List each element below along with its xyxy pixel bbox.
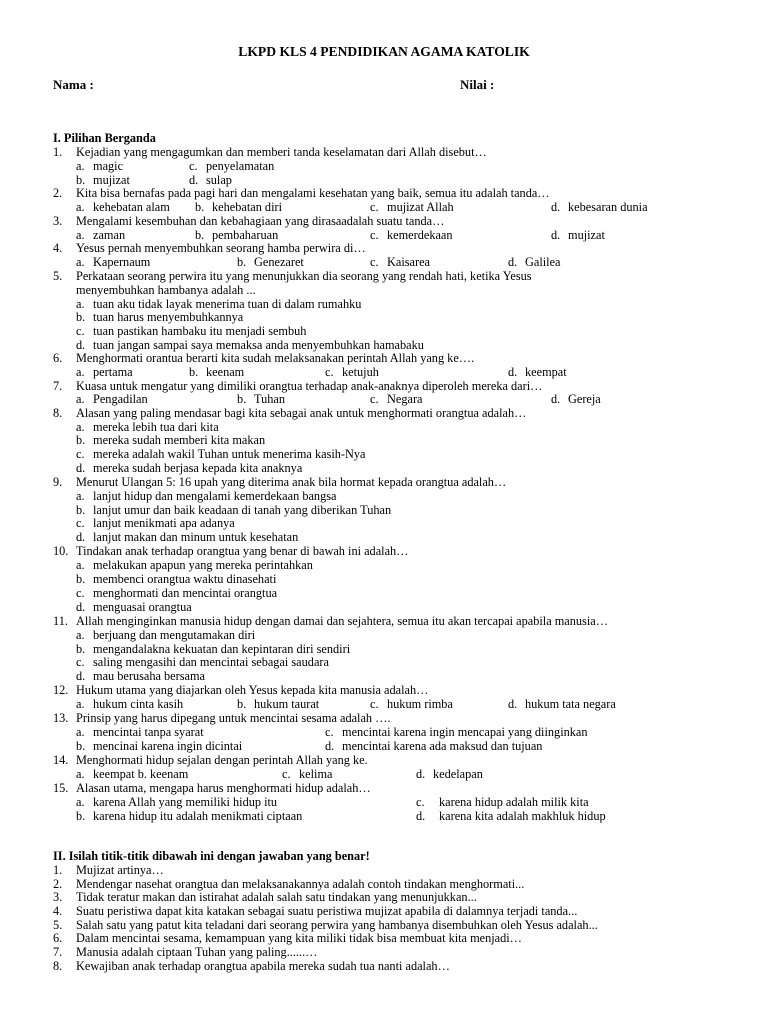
option: d. Galilea: [508, 255, 561, 269]
option: a. pertama: [76, 365, 133, 379]
option: d. mencintai karena ada maksud dan tujuan: [325, 739, 543, 753]
question-1: 1. Kejadian yang mengagumkan dan memberi tanda keselamatan dari Allah disebut…: [53, 145, 487, 159]
option: b. hukum taurat: [237, 697, 320, 711]
question-5-continuation: menyembuhkan hambanya adalah ...: [76, 283, 256, 297]
option: c. kemerdekaan: [370, 228, 453, 242]
fill-in-item-1: 1. Mujizat artinya…: [53, 863, 164, 877]
option: d. lanjut makan dan minum untuk kesehatan: [76, 530, 299, 544]
question-14: 14. Menghormati hidup sejalan dengan perintah Allah yang ke.: [53, 753, 368, 767]
option: d. tuan jangan sampai saya memaksa anda menyembuhkan hamabaku: [76, 338, 424, 352]
question-6: 6. Menghormati orantua berarti kita sudah melaksanakan perintah Allah yang ke….: [53, 351, 475, 365]
option: a. berjuang dan mengutamakan diri: [76, 628, 256, 642]
option: d. mau berusaha bersama: [76, 669, 205, 683]
option: d. menguasai orangtua: [76, 600, 192, 614]
option: d. Gereja: [551, 392, 601, 406]
option: c. mereka adalah wakil Tuhan untuk menerima kasih-Nya: [76, 447, 366, 461]
question-8: 8. Alasan yang paling mendasar bagi kita sebagai anak untuk menghormati orangtua adalah…: [53, 406, 527, 420]
option: a. magic: [76, 159, 124, 173]
option: d. sulap: [189, 173, 232, 187]
option: c. hukum rimba: [370, 697, 453, 711]
option: c. Negara: [370, 392, 423, 406]
question-12: 12. Hukum utama yang diajarkan oleh Yesus kepada kita manusia adalah…: [53, 683, 429, 697]
option: b. mencinai karena ingin dicintai: [76, 739, 243, 753]
option: b. karena hidup itu adalah menikmati ciptaan: [76, 809, 303, 823]
question-10: 10. Tindakan anak terhadap orangtua yang benar di bawah ini adalah…: [53, 544, 409, 558]
question-9: 9. Menurut Ulangan 5: 16 upah yang diterima anak bila hormat kepada orangtua adalah…: [53, 475, 507, 489]
name-field-label: Nama :: [53, 77, 94, 92]
option: b. membenci orangtua waktu dinasehati: [76, 572, 277, 586]
fill-in-item-8: 8. Kewajiban anak terhadap orangtua apabila mereka sudah tua nanti adalah…: [53, 959, 450, 973]
option: c. penyelamatan: [189, 159, 275, 173]
option: c. saling mengasihi dan mencintai sebagai saudara: [76, 655, 329, 669]
fill-in-item-4: 4. Suatu peristiwa dapat kita katakan sebagai suatu peristiwa mujizat apabila di dalamnya terjadi tanda...: [53, 904, 578, 918]
option: b. pembaharuan: [195, 228, 279, 242]
option: d. kedelapan: [416, 767, 483, 781]
fill-in-item-7: 7. Manusia adalah ciptaan Tuhan yang paling......…: [53, 945, 318, 959]
section-1-heading: I. Pilihan Berganda: [53, 131, 156, 145]
fill-in-item-2: 2. Mendengar nasehat orangtua dan melaksanakannya adalah contoh tindakan menghormati...: [53, 877, 525, 891]
option: a. mereka lebih tua dari kita: [76, 420, 219, 434]
option: c. mujizat Allah: [370, 200, 454, 214]
option: c. mencintai karena ingin mencapai yang diinginkan: [325, 725, 588, 739]
option: a. Kapernaum: [76, 255, 151, 269]
document-title: LKPD KLS 4 PENDIDIKAN AGAMA KATOLIK: [238, 44, 530, 59]
option: a. tuan aku tidak layak menerima tuan di dalam rumahku: [76, 297, 362, 311]
option: b. mereka sudah memberi kita makan: [76, 433, 266, 447]
question-15: 15. Alasan utama, mengapa harus menghormati hidup adalah…: [53, 781, 371, 795]
option: a. kehebatan alam: [76, 200, 170, 214]
fill-in-item-3: 3. Tidak teratur makan dan istirahat adalah salah satu tindakan yang menunjukkan...: [53, 890, 477, 904]
option: c. lanjut menikmati apa adanya: [76, 516, 235, 530]
option: b. Tuhan: [237, 392, 285, 406]
option: a. Pengadilan: [76, 392, 148, 406]
question-4: 4. Yesus pernah menyembuhkan seorang hamba perwira di…: [53, 241, 366, 255]
option: d. kebesaran dunia: [551, 200, 648, 214]
option: a. hukum cinta kasih: [76, 697, 184, 711]
question-2: 2. Kita bisa bernafas pada pagi hari dan mengalami kesehatan yang baik, semua itu adalah tanda…: [53, 186, 550, 200]
option: d. hukum tata negara: [508, 697, 616, 711]
option: b. kehebatan diri: [195, 200, 282, 214]
question-7: 7. Kuasa untuk mengatur yang dimiliki orangtua terhadap anak-anaknya diperoleh mereka dari…: [53, 379, 543, 393]
option: c. kelima: [282, 767, 333, 781]
option: b. tuan harus menyembuhkannya: [76, 310, 244, 324]
option: a. zaman: [76, 228, 126, 242]
option: a. karena Allah yang memiliki hidup itu: [76, 795, 278, 809]
question-11: 11. Allah menginginkan manusia hidup dengan damai dan sejahtera, semua itu akan tercapai apabila manusia…: [53, 614, 609, 628]
option: b. mujizat: [76, 173, 130, 187]
option: a. melakukan apapun yang mereka perintahkan: [76, 558, 313, 572]
option: c. ketujuh: [325, 365, 379, 379]
option: b. Genezaret: [237, 255, 304, 269]
option: c. tuan pastikan hambaku itu menjadi sembuh: [76, 324, 307, 338]
option: a. lanjut hidup dan mengalami kemerdekaan bangsa: [76, 489, 337, 503]
option: a. keempat b. keenam: [76, 767, 189, 781]
question-13: 13. Prinsip yang harus dipegang untuk mencintai sesama adalah ….: [53, 711, 391, 725]
question-3: 3. Mengalami kesembuhan dan kebahagiaan yang dirasaadalah suatu tanda…: [53, 214, 445, 228]
option: c. karena hidup adalah milik kita: [416, 795, 589, 809]
option: d. keempat: [508, 365, 567, 379]
score-field-label: Nilai :: [460, 77, 495, 92]
option: d. mereka sudah berjasa kepada kita anaknya: [76, 461, 303, 475]
option: d. mujizat: [551, 228, 605, 242]
option: b. keenam: [189, 365, 245, 379]
fill-in-item-5: 5. Salah satu yang patut kita teladani dari seorang perwira yang hambanya disembuhkan oleh Yesus adalah...: [53, 918, 598, 932]
question-5: 5. Perkataan seorang perwira itu yang menunjukkan dia seorang yang rendah hati, ketika Yesus: [53, 269, 532, 283]
option: c. Kaisarea: [370, 255, 431, 269]
option: b. mengandalakna kekuatan dan kepintaran diri sendiri: [76, 642, 351, 656]
option: d. karena kita adalah makhluk hidup: [416, 809, 606, 823]
option: b. lanjut umur dan baik keadaan di tanah yang diberikan Tuhan: [76, 503, 392, 517]
option: c. menghormati dan mencintai orangtua: [76, 586, 278, 600]
option: a. mencintai tanpa syarat: [76, 725, 204, 739]
fill-in-item-6: 6. Dalam mencintai sesama, kemampuan yang kita miliki tidak bisa membuat kita menjadi…: [53, 931, 522, 945]
section-2-heading: II. Isilah titik-titik dibawah ini dengan jawaban yang benar!: [53, 849, 370, 863]
